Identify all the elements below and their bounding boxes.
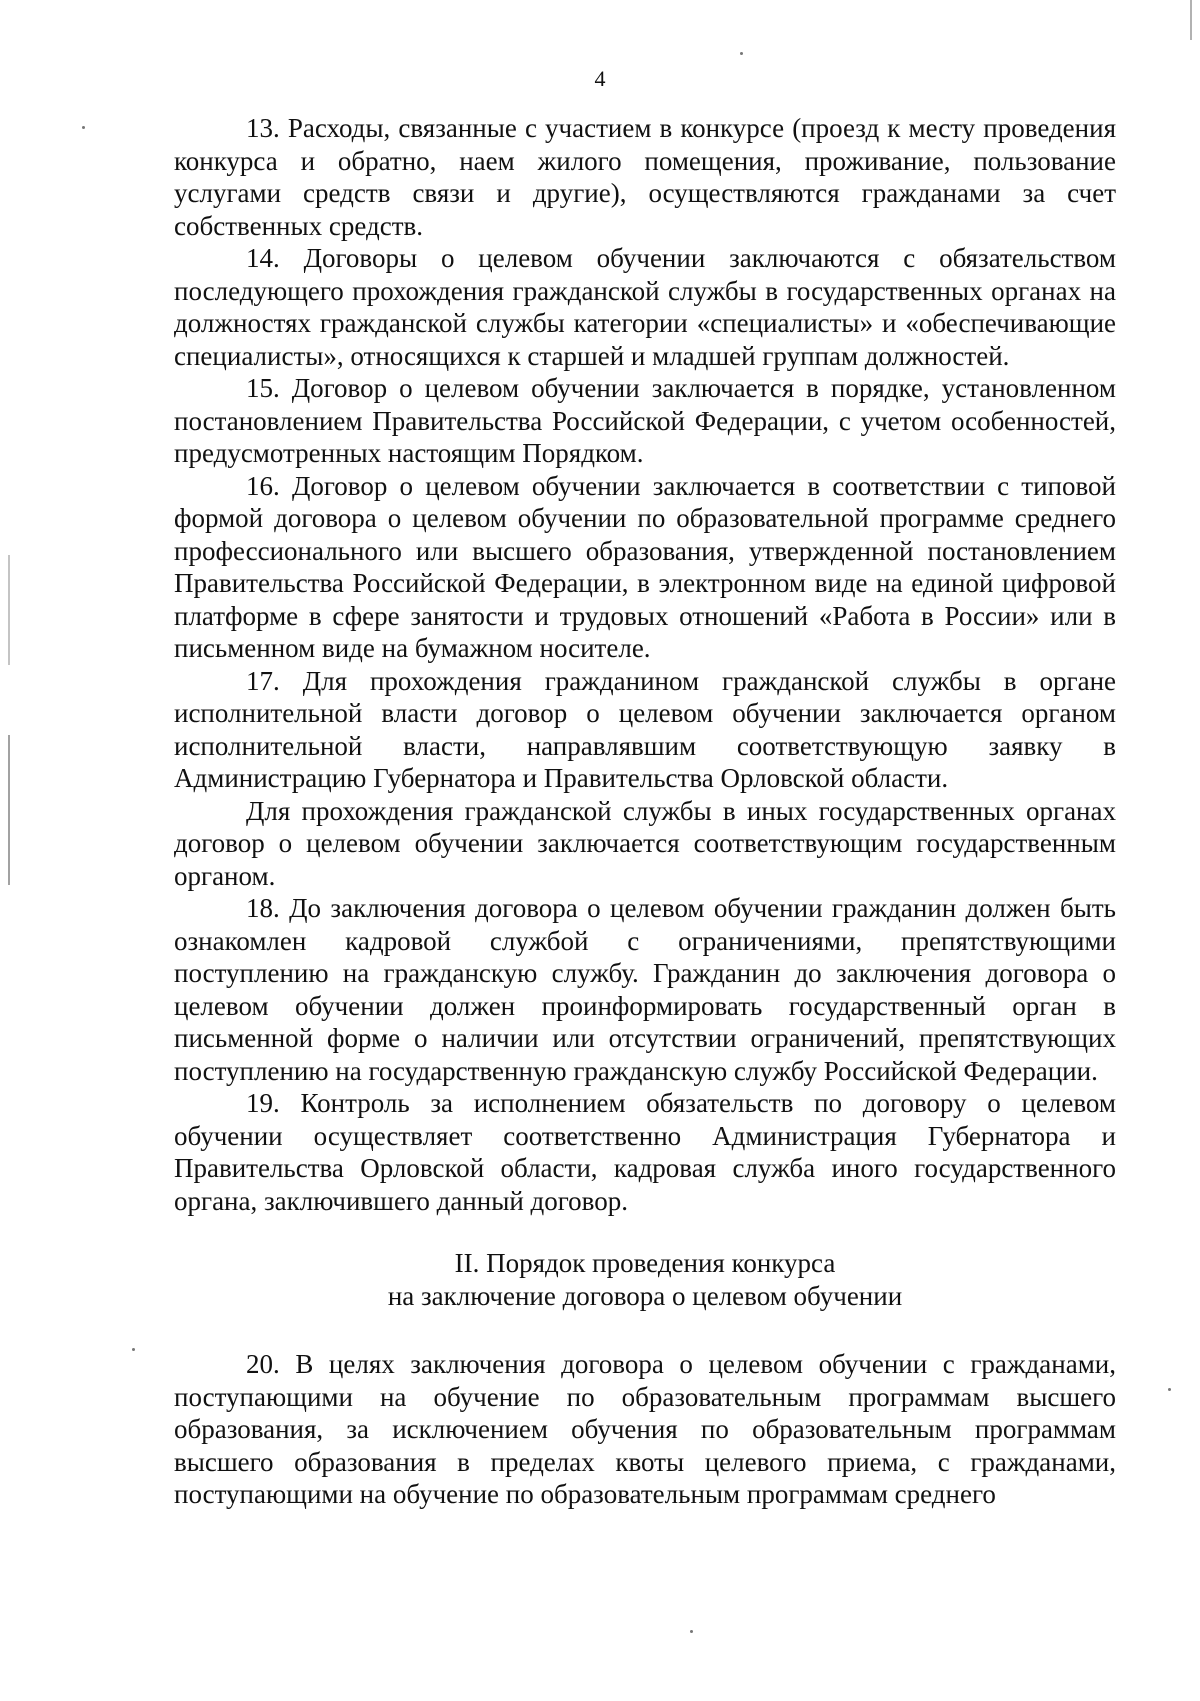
paragraph-13: 13. Расходы, связанные с участием в конкурсе (проезд к месту проведения конкурса и обратно, наем жилого помещения, проживание, пользование услугами средств связи и другие), осуществляются гражданами за счет собственных средств. xyxy=(174,113,1116,241)
scan-edge-mark xyxy=(1190,0,1192,40)
scan-speck xyxy=(132,1348,135,1351)
paragraph-18: 18. До заключения договора о целевом обучении гражданин должен быть ознакомлен кадровой службой с ограничениями, препятствующими поступлению на гражданскую службу. Гражданин до заключения договора о целевом обучении должен проинформировать государственный орган в письменной форме о наличии или отсутствии ограничений, препятствующих поступлению на государственную гражданскую службу Российской Федерации. xyxy=(174,893,1116,1086)
scan-edge-mark xyxy=(8,555,10,665)
paragraph-16: 16. Договор о целевом обучении заключается в соответствии с типовой формой договора о целевом обучении по образовательной программе среднего профессионального или высшего образования, утвержденной постановлением Правительства Российской Федерации, в электронном виде на единой цифровой платформе в сфере занятости и трудовых отношений «Работа в России» или в письменном виде на бумажном носителе. xyxy=(174,470,1116,663)
paragraph-14: 14. Договоры о целевом обучении заключаются с обязательством последующего прохождения гражданской службы в государственных органах на должностях гражданской службы категории «специалисты» и «обеспечивающие специалисты», относящихся к старшей и младшей группам должностей. xyxy=(174,243,1116,371)
paragraph-15: 15. Договор о целевом обучении заключается в порядке, установленном постановлением Правительства Российской Федерации, с учетом особенностей, предусмотренных настоящим Порядком. xyxy=(174,373,1116,468)
paragraph-17-continued: Для прохождения гражданской службы в иных государственных органах договор о целевом обучении заключается соответствующим государственным органом. xyxy=(174,795,1116,891)
section-heading-line-1: II. Порядок проведения конкурса xyxy=(454,1248,836,1278)
scan-speck xyxy=(690,1630,693,1633)
page-number: 4 xyxy=(594,66,606,91)
paragraph-20: 20. В целях заключения договора о целевом обучении с гражданами, поступающими на обучение по образовательным программам высшего образования, за исключением обучения по образовательным программам высшего образования в пределах квоты целевого приема, с гражданами, поступающими на обучение по образовательным программам среднего xyxy=(174,1349,1116,1509)
scan-edge-mark xyxy=(8,735,10,885)
scan-speck xyxy=(82,126,85,129)
scan-speck xyxy=(1168,1388,1171,1391)
section-heading-line-2: на заключение договора о целевом обучении xyxy=(387,1280,903,1311)
paragraph-19: 19. Контроль за исполнением обязательств по договору о целевом обучении осуществляет соответственно Администрация Губернатора и Правительства Орловской области, кадровая служба иного государственного органа, заключившего данный договор. xyxy=(174,1088,1116,1216)
paragraph-17: 17. Для прохождения гражданином гражданской службы в органе исполнительной власти договор о целевом обучении заключается органом исполнительной власти, направлявшим соответствующую заявку в Администрацию Губернатора и Правительства Орловской области. xyxy=(174,665,1116,793)
scan-speck xyxy=(740,52,743,55)
document-body xyxy=(174,112,1116,1511)
section-heading xyxy=(174,1247,1116,1312)
